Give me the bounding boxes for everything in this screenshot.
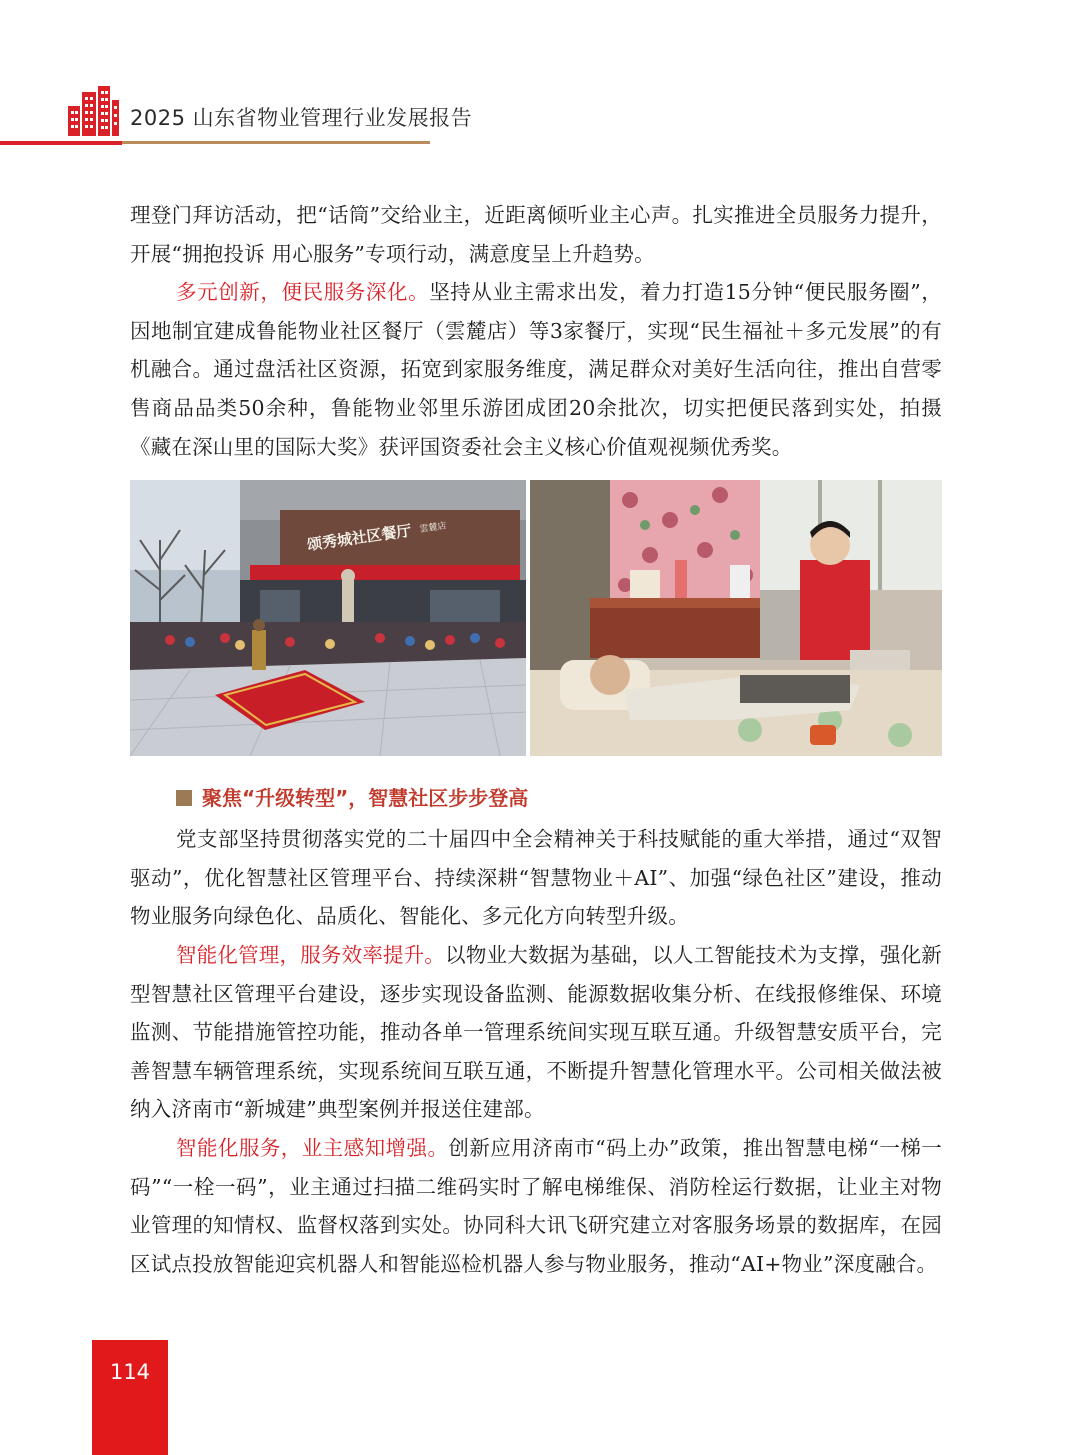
- header-rule-red: [0, 141, 122, 145]
- section-heading: [176, 782, 942, 814]
- restaurant-photo-image: [130, 480, 526, 756]
- building-icon: [66, 84, 120, 138]
- page-number: 114: [109, 1360, 151, 1384]
- photo-home-care-service: [530, 480, 942, 756]
- square-bullet-icon: [176, 790, 192, 806]
- paragraph-2: [130, 273, 942, 466]
- header-rule-gold: [122, 141, 430, 144]
- paragraph-4-text: 以物业大数据为基础，以人工智能技术为支撑，强化新型智慧社区管理平台建设，逐步实现设备监测、能源数据收集分析、在线报修维保、环境监测、节能措施管控功能，推动各单一管理系统间实现互联互通。升级智慧安质平台，完善智慧车辆管理系统，实现系统间互联互通，不断提升智慧化管理水平。公司相关做法被纳入济南市“新城建”典型案例并报送住建部。: [130, 942, 942, 1122]
- paragraph-2-highlight: 多元创新，便民服务深化。: [176, 280, 430, 305]
- paragraph-3: 党支部坚持贯彻落实党的二十届四中全会精神关于科技赋能的重大举措，通过“双智驱动”，优化智慧社区管理平台、持续深耕“智慧物业＋AI”、加强“绿色社区”建设，推动物业服务向绿色化、品质化、智能化、多元化方向转型升级。: [130, 827, 942, 929]
- photo-community-restaurant: [130, 480, 526, 756]
- paragraph-4: [130, 936, 942, 1129]
- page-header: [0, 82, 473, 150]
- restaurant-sign-small-text: 雲麓店: [419, 521, 448, 536]
- page-content: [130, 196, 942, 1283]
- paragraph-5: [130, 1129, 942, 1283]
- restaurant-sign-text: 颂秀城社区餐厅: [306, 521, 413, 555]
- page-number-tab: [92, 1340, 168, 1455]
- paragraph-5-highlight: 智能化服务，业主感知增强。: [176, 1135, 449, 1160]
- home-care-photo-image: [530, 480, 942, 756]
- section-heading-text: 聚焦“升级转型”，智慧社区步步登高: [202, 786, 529, 811]
- report-title: 2025 山东省物业管理行业发展报告: [130, 106, 473, 130]
- paragraph-5-text: 创新应用济南市“码上办”政策，推出智慧电梯“一梯一码”“一栓一码”，业主通过扫描二维码实时了解电梯维保、消防栓运行数据，让业主对物业管理的知情权、监督权落到实处。协同科大讯飞研究建立对客服务场景的数据库，在园区试点投放智能迎宾机器人和智能巡检机器人参与物业服务，推动“AI+物业”深度融合。: [130, 1135, 942, 1276]
- photo-row: [130, 480, 942, 756]
- paragraph-2-text: 坚持从业主需求出发，着力打造15分钟“便民服务圈”，因地制宜建成鲁能物业社区餐厅（雲麓店）等3家餐厅，实现“民生福祉＋多元发展”的有机融合。通过盘活社区资源，拓宽到家服务维度，满足群众对美好生活向往，推出自营零售商品品类50余种，鲁能物业邻里乐游团成团20余批次，切实把便民落到实处，拍摄《藏在深山里的国际大奖》获评国资委社会主义核心价值观视频优秀奖。: [130, 280, 942, 459]
- paragraph-1: 理登门拜访活动，把“话筒”交给业主，近距离倾听业主心声。扎实推进全员服务力提升，开展“拥抱投诉 用心服务”专项行动，满意度呈上升趋势。: [130, 203, 942, 266]
- paragraph-4-highlight: 智能化管理，服务效率提升。: [176, 942, 446, 967]
